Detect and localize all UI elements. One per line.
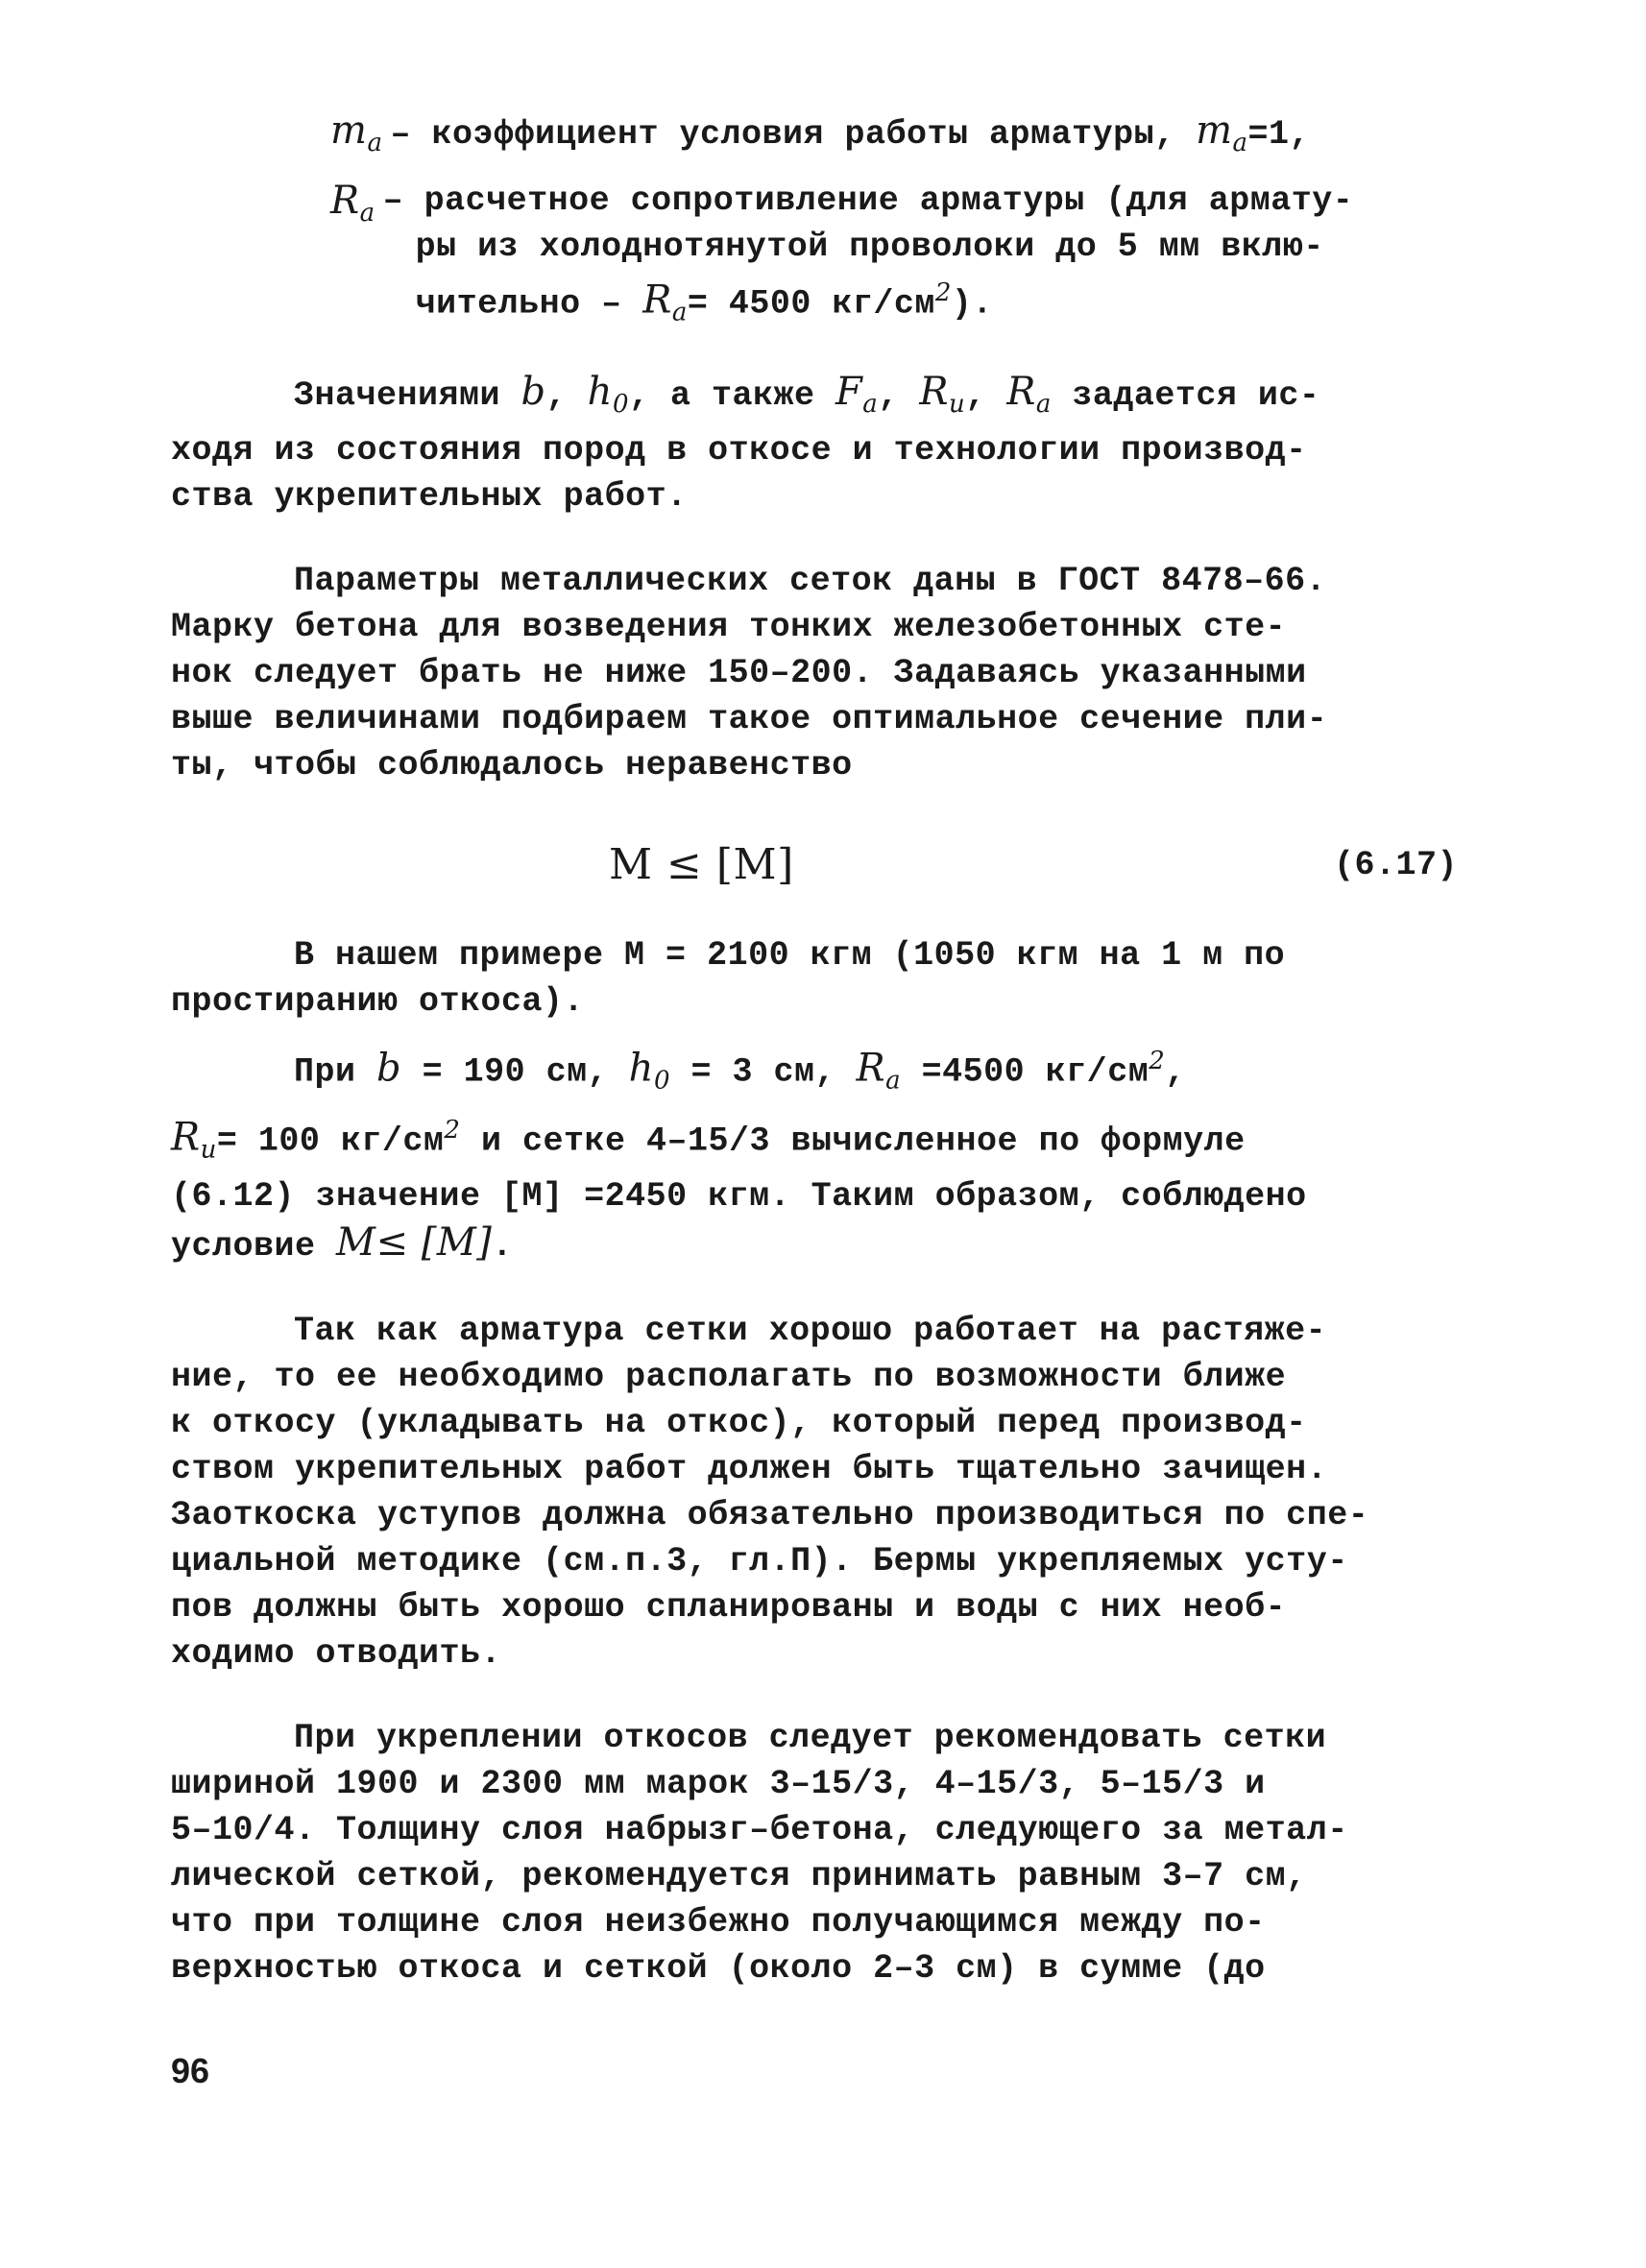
definition-m-a <box>330 108 1458 166</box>
formula-expression: M ≤ [M] <box>609 839 794 889</box>
paragraph-parameters: Параметры металлических сеток даны в ГОСТ 8478–66. Марку бетона для возведения тонких железобетонных сте- нок следует брать не ниже 150–200. Задаваясь указанными выше величинами подбираем такое оптимальное сечение пли- ты, чтобы соблюдалось неравенство <box>171 561 1328 784</box>
definition-text: – коэффициент условия работы арматуры, $m_a=1$, <box>390 109 1311 157</box>
page-number: 96 <box>171 2051 210 2090</box>
paragraph-condition: При b = 190 см, $h_0 = 3$ см, $R_a =4500$ $кг/см^2$, $R_u= 100$ $кг/см^2$ и сетке 4–15/3 вычисленное по формуле (6.12) значение [M] =2450 кгм. Таким образом, соблюдено условие M≤ [M]. <box>171 1046 1307 1266</box>
inequality-formula <box>171 821 1458 913</box>
definition-r-a <box>330 178 1458 336</box>
definition-term: $R_a$ <box>330 179 375 228</box>
page-text <box>171 108 1458 1991</box>
paragraph-recommendation: При укреплении откосов следует рекомендовать сетки шириной 1900 и 2300 мм марок 3–15/3, 4–15/3, 5–15/3 и 5–10/4. Толщину слоя набрызг–бетона, следующего за метал- лической сеткой, рекомендуется принимать равным 3–7 см, что при толщине слоя неизбежно получающимся между по- верхностью откоса и сеткой (около 2–3 см) в сумме (до <box>171 1718 1348 1988</box>
equation-number: (6.17) <box>1333 845 1458 884</box>
paragraph-values: Значениями b, $h_0$, а также $F_a$, $R_u$, $R_a$ задается ис- ходя из состояния пород в откосе и технологии производ- ства укрепительных работ. <box>171 369 1320 516</box>
definition-term: $m_a$ <box>330 109 383 157</box>
definition-text: – расчетное сопротивление арматуры (для армату- ры из холоднотянутой проволоки до 5 мм вклю- чительно – $R_a= 4500$ $кг/см^2$). <box>382 181 1354 327</box>
paragraph-example: В нашем примере M = 2100 кгм (1050 кгм на 1 м по простиранию откоса). <box>171 935 1286 1021</box>
paragraph-reinforcement: Так как арматура сетки хорошо работает на растяже- ние, то ее необходимо располагать по возможности ближе к откосу (укладывать на откос), который перед производ- ством укрепительных работ должен быть тщательно зачищен. Заоткоска уступов должна обязательно производиться по спе- циальной методике (см.п.3, гл.П). Бермы укрепляемых усту- пов должны быть хорошо спланированы и воды с них необ- ходимо отводить. <box>171 1311 1369 1673</box>
